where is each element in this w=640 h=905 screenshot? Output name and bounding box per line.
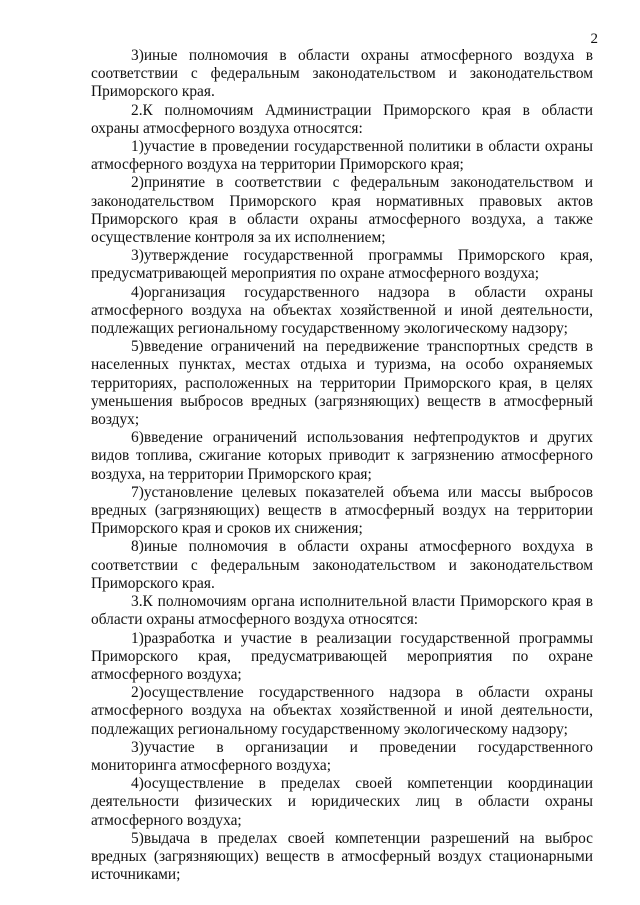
paragraph: 5)введение ограничений на передвижение транспортных средств в населенных пунктах, местах отдыха и туризма, на особо охраняемых территориях, расположенных на территории Приморского края, в целях уменьшения выбросов вредных (загрязняющих) веществ в атмосферный воздух; <box>91 338 593 429</box>
paragraph: 2.К полномочиям Администрации Приморского края в области охраны атмосферного воздуха относятся: <box>91 101 593 137</box>
paragraph: 3)утверждение государственной программы Приморского края, предусматривающей мероприятия по охране атмосферного воздуха; <box>91 247 593 283</box>
paragraph: 7)установление целевых показателей объема или массы выбросов вредных (загрязняющих) веществ в атмосферный воздух на территории Приморского края и сроков их снижения; <box>91 483 593 538</box>
paragraph: 1)разработка и участие в реализации государственной программы Приморского края, предусматривающей мероприятия по охране атмосферного воздуха; <box>91 629 593 683</box>
document-body <box>91 47 593 884</box>
paragraph: 2)принятие в соответствии с федеральным законодательством и законодательством Приморского края нормативных правовых актов Приморского края в области охраны атмосферного воздуха, а также осуществление контроля за их исполнением; <box>91 174 593 247</box>
paragraph: 5)выдача в пределах своей компетенции разрешений на выброс вредных (загрязняющих) веществ в атмосферный воздух стационарными источниками; <box>91 829 593 884</box>
paragraph: 3.К полномочиям органа исполнительной власти Приморского края в области охраны атмосферного воздуха относятся: <box>91 593 593 629</box>
paragraph: 3)иные полномочия в области охраны атмосферного воздуха в соответствии с федеральным законодательством и законодательством Приморского края. <box>91 47 593 101</box>
paragraph: 8)иные полномочия в области охраны атмосферного вохдуха в соответствии с федеральным законодательством и законодательством Приморского края. <box>91 538 593 592</box>
page-number: 2 <box>590 31 598 47</box>
paragraph: 4)организация государственного надзора в области охраны атмосферного воздуха на объектах хозяйственной и иной деятельности, подлежащих региональному государственному экологическому надзору; <box>91 283 593 338</box>
paragraph: 6)введение ограничений использования нефтепродуктов и других видов топлива, сжигание которых приводит к загрязнению атмосферного воздуха, на территории Приморского края; <box>91 429 593 483</box>
paragraph: 2)осуществление государственного надзора в области охраны атмосферного воздуха на объектах хозяйственной и иной деятельности, подлежащих региональному государственному экологическому надзору; <box>91 684 593 738</box>
paragraph: 4)осуществление в пределах своей компетенции координации деятельности физических и юридических лиц в области охраны атмосферного воздуха; <box>91 775 593 829</box>
paragraph: 1)участие в проведении государственной политики в области охраны атмосферного воздуха на территории Приморского края; <box>91 138 593 174</box>
paragraph: 3)участие в организации и проведении государственного мониторинга атмосферного воздуха; <box>91 738 593 774</box>
